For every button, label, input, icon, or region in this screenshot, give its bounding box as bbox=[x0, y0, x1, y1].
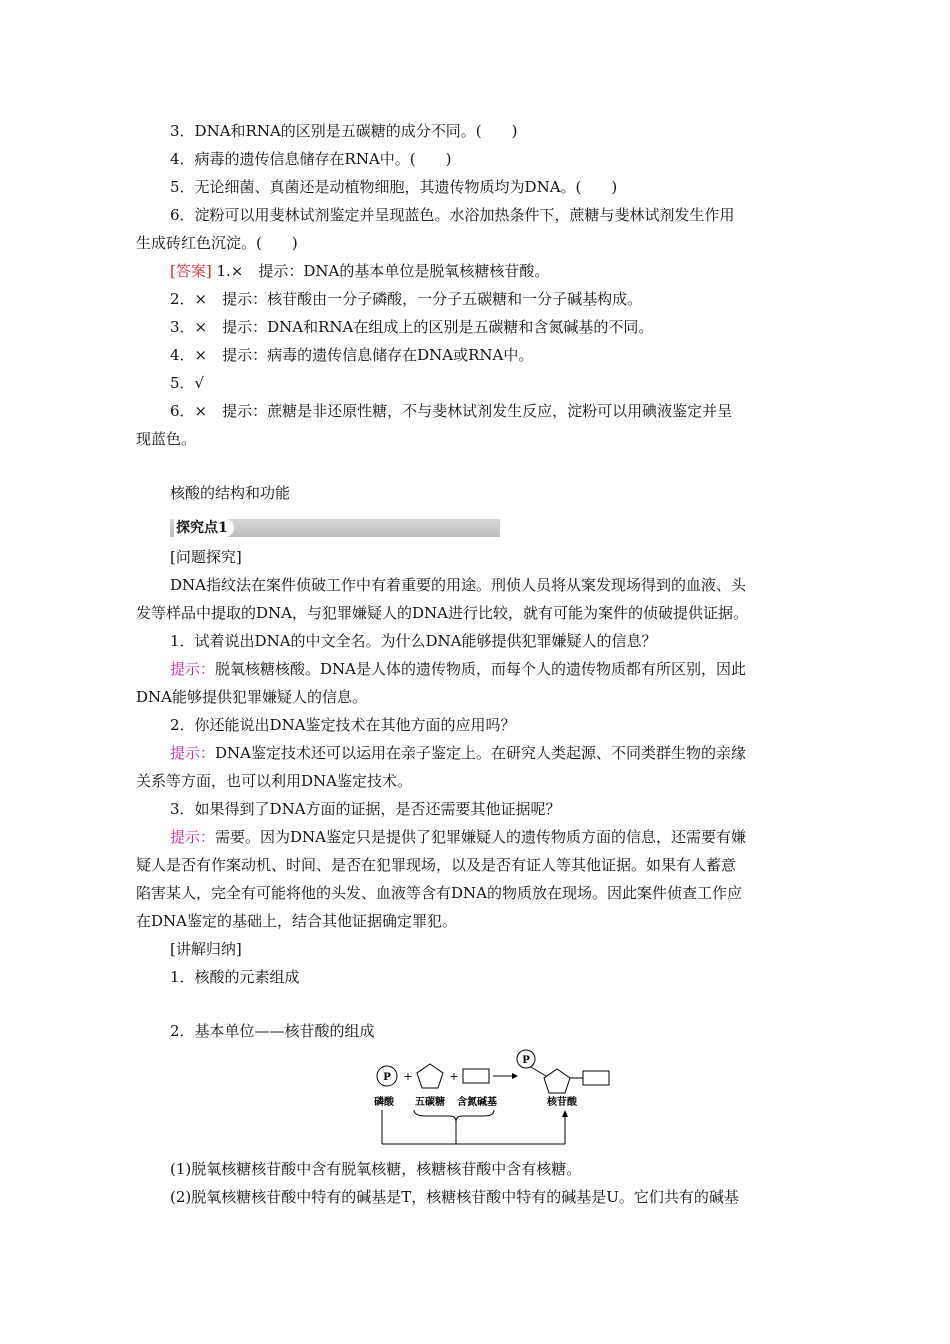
question-6: 6．淀粉可以用斐林试剂鉴定并呈现蓝色。水浴加热条件下，蔗糖与斐林试剂发生作用 bbox=[170, 206, 735, 224]
note-2: (2)脱氧核糖核苷酸中特有的碱基是T，核糖核苷酸中特有的碱基是U。它们共有的碱基 bbox=[170, 1188, 739, 1206]
hint-3 bbox=[170, 827, 746, 847]
intro-line-2: 发等样品中提取的DNA，与犯罪嫌疑人的DNA进行比较，就有可能为案件的侦破提供证据。 bbox=[136, 604, 748, 622]
hint-1-text: 脱氧核糖核酸。DNA是人体的遗传物质，而每个人的遗传物质都有所区别，因此 bbox=[215, 660, 747, 678]
hint-2-text: DNA鉴定技术还可以运用在亲子鉴定上。在研究人类起源、不同类群生物的亲缘 bbox=[215, 744, 747, 762]
phosphate-bond bbox=[531, 1067, 546, 1076]
summary-heading: [讲解归纳] bbox=[170, 940, 242, 958]
sugar-label: 五碳糖 bbox=[415, 1097, 445, 1108]
hint-3-cont-2: 陷害某人，完全有可能将他的头发、血液等含有DNA的物质放在现场。因此案件侦查工作应 bbox=[136, 884, 742, 902]
hint-3-cont-1: 疑人是否有作案动机、时间、是否在犯罪现场，以及是否有证人等其他证据。如果有人蓄意 bbox=[136, 856, 737, 874]
hint-3-text: 需要。因为DNA鉴定只是提供了犯罪嫌疑人的遗传物质方面的信息，还需要有嫌 bbox=[215, 828, 747, 846]
hint-label: 提示： bbox=[170, 744, 216, 762]
pentose-pentagon bbox=[417, 1064, 443, 1088]
hint-label: 提示： bbox=[170, 828, 216, 846]
question-6-cont: 生成砖红色沉淀。( ) bbox=[136, 234, 298, 252]
hint-label: 提示： bbox=[170, 660, 216, 678]
nucleotide-diagram bbox=[366, 1048, 616, 1148]
question-4: 4．病毒的遗传信息储存在RNA中。( ) bbox=[170, 150, 452, 168]
section-title: 核酸的结构和功能 bbox=[170, 484, 291, 502]
product-base-rectangle bbox=[583, 1071, 609, 1085]
explore-point-bar bbox=[170, 519, 500, 537]
phosphate-p-label: P bbox=[383, 1072, 391, 1083]
intro-line-1: DNA指纹法在案件侦破工作中有着重要的用途。刑侦人员将从案发现场得到的血液、头 bbox=[170, 576, 746, 594]
phosphate-label: 磷酸 bbox=[374, 1097, 394, 1108]
plus-sign-2: + bbox=[449, 1070, 459, 1083]
question-dna-name: 1．试着说出DNA的中文全名。为什么DNA能够提供犯罪嫌疑人的信息？ bbox=[170, 632, 657, 650]
answer-4: 4．× 提示：病毒的遗传信息储存在DNA或RNA中。 bbox=[170, 346, 534, 364]
summary-item-1: 1．核酸的元素组成 bbox=[170, 968, 300, 986]
hint-2 bbox=[170, 743, 746, 763]
answer-2: 2．× 提示：核苷酸由一分子磷酸，一分子五碳糖和一分子碱基构成。 bbox=[170, 290, 643, 308]
answer-5: 5．√ bbox=[170, 374, 205, 392]
question-5: 5．无论细菌、真菌还是动植物细胞，其遗传物质均为DNA。( ) bbox=[170, 178, 618, 196]
answer-6-cont: 现蓝色。 bbox=[136, 430, 197, 448]
base-rectangle bbox=[463, 1069, 489, 1083]
plus-sign-1: + bbox=[403, 1070, 413, 1083]
hint-2-cont: 关系等方面，也可以利用DNA鉴定技术。 bbox=[136, 772, 412, 790]
answer-3: 3．× 提示：DNA和RNA在组成上的区别是五碳糖和含氮碱基的不同。 bbox=[170, 318, 654, 336]
arrow-head bbox=[512, 1073, 518, 1079]
product-pentagon bbox=[544, 1069, 570, 1093]
hint-1-cont: DNA能够提供犯罪嫌疑人的信息。 bbox=[136, 688, 367, 706]
product-p-label: P bbox=[522, 1055, 530, 1066]
base-label: 含氮碱基 bbox=[457, 1097, 497, 1108]
hint-3-cont-3: 在DNA鉴定的基础上，结合其他证据确定罪犯。 bbox=[136, 912, 457, 930]
question-dna-uses: 2．你还能说出DNA鉴定技术在其他方面的应用吗？ bbox=[170, 716, 516, 734]
grouping-brace bbox=[414, 1110, 494, 1122]
connector-arrow-head bbox=[562, 1110, 568, 1117]
note-1: (1)脱氧核糖核苷酸中含有脱氧核糖，核糖核苷酸中含有核糖。 bbox=[170, 1160, 582, 1178]
nucleotide-label: 核苷酸 bbox=[547, 1097, 577, 1108]
hint-1 bbox=[170, 659, 746, 679]
question-3: 3．DNA和RNA的区别是五碳糖的成分不同。( ) bbox=[170, 122, 518, 140]
answer-6: 6．× 提示：蔗糖是非还原性糖，不与斐林试剂发生反应，淀粉可以用碘液鉴定并呈 bbox=[170, 402, 733, 420]
answer-label: [答案] bbox=[170, 262, 212, 280]
summary-item-2: 2．基本单位——核苷酸的组成 bbox=[170, 1022, 375, 1040]
problem-heading: [问题探究] bbox=[170, 548, 242, 566]
answer-1-text: 1.× 提示：DNA的基本单位是脱氧核糖核苷酸。 bbox=[216, 262, 550, 280]
question-other-evidence: 3．如果得到了DNA方面的证据，是否还需要其他证据呢？ bbox=[170, 800, 561, 818]
answer-1 bbox=[170, 261, 549, 281]
explore-point-label: 探究点1 bbox=[174, 519, 234, 537]
